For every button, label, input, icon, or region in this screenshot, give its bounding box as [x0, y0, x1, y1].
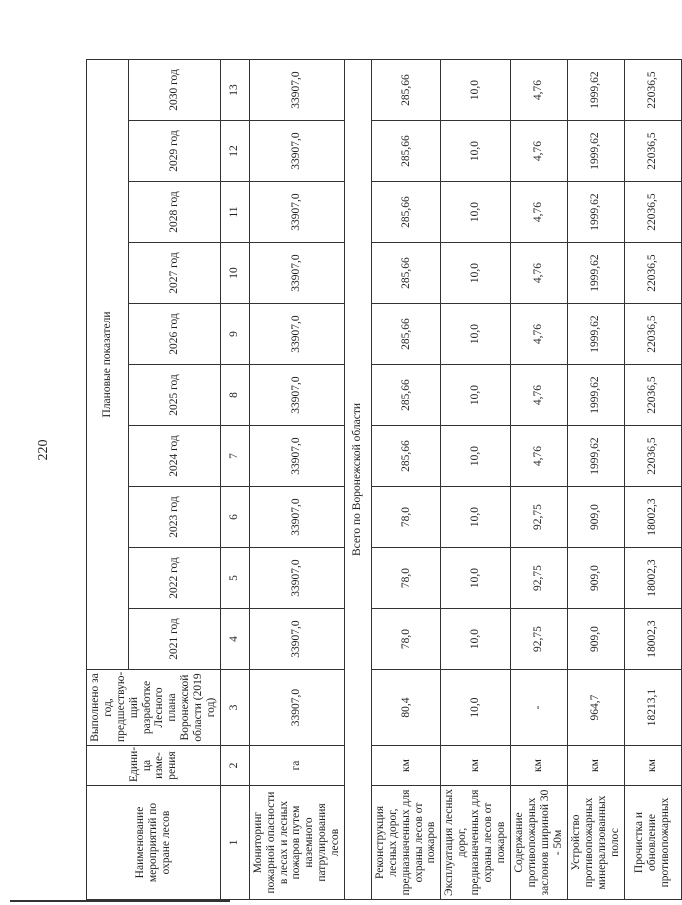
row-plan-value: 22036,5 — [624, 182, 681, 243]
region-label: Всего по Воронежской области — [344, 59, 371, 899]
row-plan-value: 22036,5 — [624, 121, 681, 182]
row-plan-value: 10,0 — [441, 609, 510, 670]
row-plan-value: 285,66 — [371, 426, 440, 487]
row-plan-value: 78,0 — [371, 609, 440, 670]
row-plan-value: 10,0 — [441, 121, 510, 182]
row-plan-value: 22036,5 — [624, 304, 681, 365]
column-index: 7 — [220, 426, 249, 487]
row-unit: км — [567, 746, 624, 786]
row-done-value: 80,4 — [371, 670, 440, 746]
row-plan-value: 33907,0 — [249, 304, 344, 365]
row-plan-value: 78,0 — [371, 487, 440, 548]
header-year: 2021 год — [129, 609, 221, 670]
row-plan-value: 33907,0 — [249, 426, 344, 487]
row-done-value: 18213,1 — [624, 670, 681, 746]
row-plan-value: 285,66 — [371, 243, 440, 304]
row-plan-value: 285,66 — [371, 365, 440, 426]
row-plan-value: 18002,3 — [624, 487, 681, 548]
header-done: Выполнено за год, предшествую-щий разработке Лесного плана Воронежской области (2019 год) — [87, 670, 221, 746]
row-plan-value: 4,76 — [510, 304, 567, 365]
row-plan-value: 10,0 — [441, 365, 510, 426]
column-index: 10 — [220, 243, 249, 304]
row-plan-value: 4,76 — [510, 121, 567, 182]
row-unit: км — [441, 746, 510, 786]
row-activity-name: Мониторинг пожарной опасности в лесах и лесных пожаров путем наземного патрулирования лесов — [249, 786, 344, 900]
row-plan-value: 10,0 — [441, 304, 510, 365]
row-plan-value: 33907,0 — [249, 182, 344, 243]
table-row — [441, 59, 510, 899]
row-plan-value: 92,75 — [510, 487, 567, 548]
row-plan-value: 10,0 — [441, 487, 510, 548]
row-plan-value: 285,66 — [371, 182, 440, 243]
row-plan-value: 18002,3 — [624, 548, 681, 609]
row-activity-name: Прочистка и обновление противопожарных — [624, 786, 681, 900]
table-row — [510, 59, 567, 899]
row-plan-value: 22036,5 — [624, 365, 681, 426]
row-plan-value: 4,76 — [510, 59, 567, 120]
row-plan-value: 4,76 — [510, 182, 567, 243]
row-plan-value: 33907,0 — [249, 59, 344, 120]
row-plan-value: 33907,0 — [249, 365, 344, 426]
row-plan-value: 10,0 — [441, 548, 510, 609]
row-plan-value: 1999,62 — [567, 121, 624, 182]
header-year: 2028 год — [129, 182, 221, 243]
row-plan-value: 4,76 — [510, 365, 567, 426]
table-row — [371, 59, 440, 899]
row-plan-value: 1999,62 — [567, 243, 624, 304]
row-plan-value: 78,0 — [371, 548, 440, 609]
column-index: 4 — [220, 609, 249, 670]
row-plan-value: 285,66 — [371, 59, 440, 120]
row-plan-value: 1999,62 — [567, 182, 624, 243]
forest-protection-plan-table — [86, 59, 682, 900]
row-plan-value: 22036,5 — [624, 426, 681, 487]
row-unit: км — [510, 746, 567, 786]
header-year: 2025 год — [129, 365, 221, 426]
row-plan-value: 92,75 — [510, 548, 567, 609]
rotated-table-container — [86, 60, 672, 900]
header-year: 2024 год — [129, 426, 221, 487]
row-plan-value: 22036,5 — [624, 243, 681, 304]
row-plan-value: 285,66 — [371, 304, 440, 365]
column-index: 9 — [220, 304, 249, 365]
header-planned: Плановые показатели — [87, 59, 129, 669]
column-index: 6 — [220, 487, 249, 548]
header-year: 2027 год — [129, 243, 221, 304]
table-row — [567, 59, 624, 899]
column-index: 2 — [220, 746, 249, 786]
column-index: 5 — [220, 548, 249, 609]
header-year: 2030 год — [129, 59, 221, 120]
row-unit: км — [371, 746, 440, 786]
header-year: 2022 год — [129, 548, 221, 609]
row-done-value: 33907,0 — [249, 670, 344, 746]
header-unit: Едини-ца изме-рения — [87, 746, 221, 786]
row-plan-value: 33907,0 — [249, 243, 344, 304]
column-index: 8 — [220, 365, 249, 426]
row-plan-value: 33907,0 — [249, 487, 344, 548]
column-index: 1 — [220, 786, 249, 900]
row-unit: га — [249, 746, 344, 786]
header-year: 2026 год — [129, 304, 221, 365]
table-row — [249, 59, 344, 899]
row-plan-value: 909,0 — [567, 548, 624, 609]
row-plan-value: 285,66 — [371, 121, 440, 182]
row-plan-value: 4,76 — [510, 426, 567, 487]
row-plan-value: 909,0 — [567, 609, 624, 670]
column-index: 3 — [220, 670, 249, 746]
row-done-value: 10,0 — [441, 670, 510, 746]
row-activity-name: Эксплуатация лесных дорог, предназначенных для охраны лесов от пожаров — [441, 786, 510, 900]
page-number: 220 — [36, 439, 51, 461]
header-year: 2023 год — [129, 487, 221, 548]
row-done-value: - — [510, 670, 567, 746]
row-plan-value: 33907,0 — [249, 548, 344, 609]
row-unit: км — [624, 746, 681, 786]
row-plan-value: 33907,0 — [249, 609, 344, 670]
row-activity-name: Устройство противопожарных минерализованных полос — [567, 786, 624, 900]
column-index: 13 — [220, 59, 249, 120]
row-plan-value: 1999,62 — [567, 426, 624, 487]
row-plan-value: 4,76 — [510, 243, 567, 304]
region-row — [344, 59, 371, 899]
row-plan-value: 10,0 — [441, 182, 510, 243]
row-plan-value: 22036,5 — [624, 59, 681, 120]
row-done-value: 964,7 — [567, 670, 624, 746]
row-plan-value: 1999,62 — [567, 365, 624, 426]
header-name: Наименование мероприятий по охране лесов — [87, 786, 221, 900]
row-activity-name: Реконструкция лесных дорог, предназначенных для охраны лесов от пожаров — [371, 786, 440, 900]
row-plan-value: 909,0 — [567, 487, 624, 548]
row-plan-value: 33907,0 — [249, 121, 344, 182]
header-year: 2029 год — [129, 121, 221, 182]
row-plan-value: 10,0 — [441, 59, 510, 120]
row-plan-value: 1999,62 — [567, 59, 624, 120]
page-bottom-rule — [10, 900, 230, 902]
row-plan-value: 1999,62 — [567, 304, 624, 365]
row-plan-value: 18002,3 — [624, 609, 681, 670]
row-activity-name: Содержание противопожарных заслонов шириной 30 - 50м — [510, 786, 567, 900]
row-plan-value: 92,75 — [510, 609, 567, 670]
row-plan-value: 10,0 — [441, 426, 510, 487]
column-index: 12 — [220, 121, 249, 182]
column-index: 11 — [220, 182, 249, 243]
table-row — [624, 59, 681, 899]
row-plan-value: 10,0 — [441, 243, 510, 304]
